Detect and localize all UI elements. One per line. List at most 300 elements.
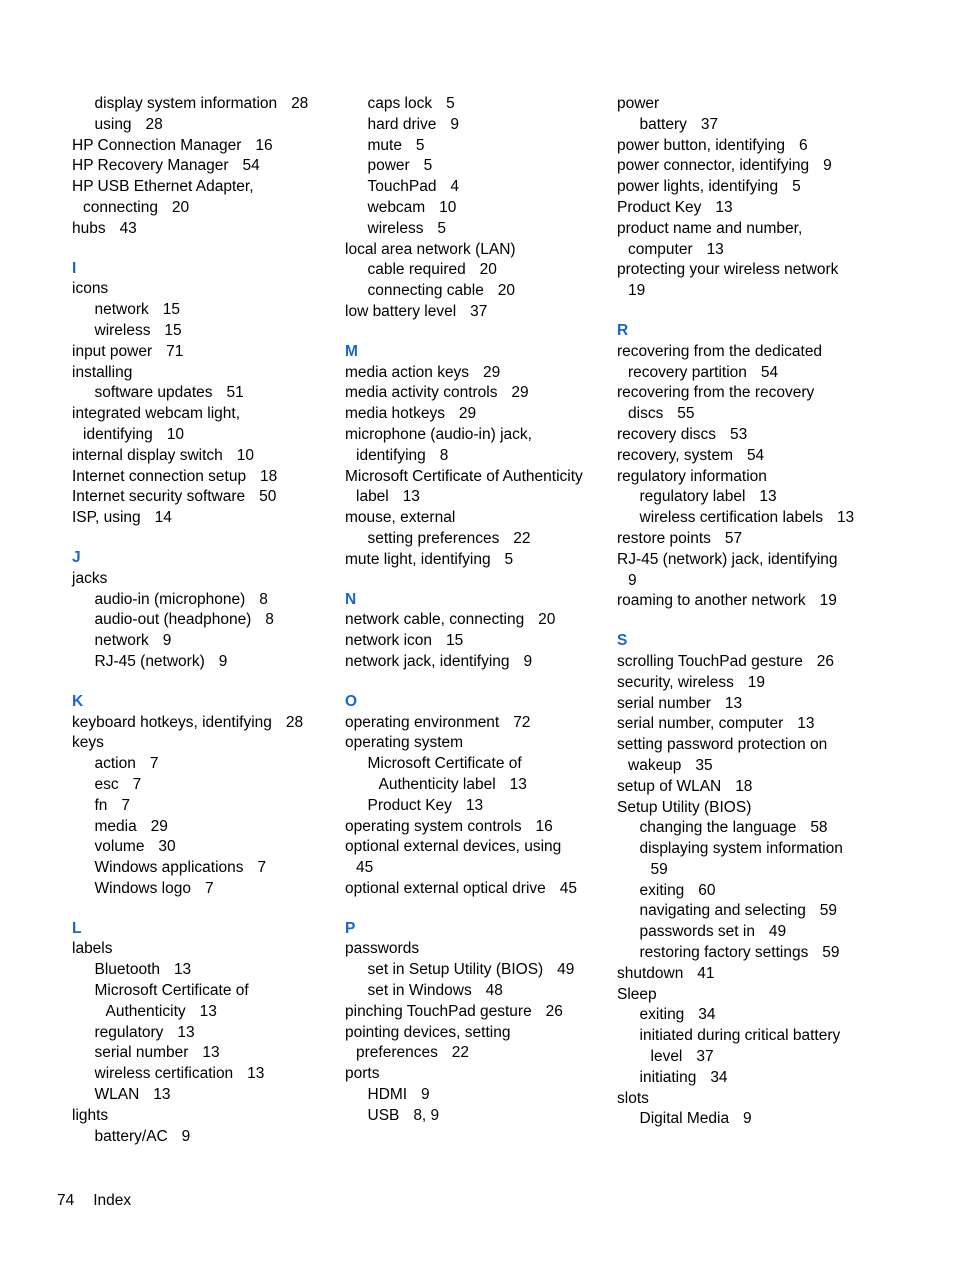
entry-text: Internet connection setup bbox=[72, 467, 247, 485]
page-reference[interactable]: 34 bbox=[710, 1068, 728, 1086]
page-reference[interactable]: 22 bbox=[451, 1044, 470, 1062]
index-subentry bbox=[72, 590, 334, 611]
page-reference[interactable]: 37 bbox=[696, 1048, 714, 1066]
page-reference[interactable]: 7 bbox=[257, 859, 267, 877]
page-reference[interactable]: 48 bbox=[485, 982, 503, 1000]
entry-line bbox=[345, 1043, 607, 1064]
index-entry bbox=[617, 735, 917, 777]
index-subentry bbox=[345, 156, 607, 177]
entry-line bbox=[345, 1023, 607, 1044]
entry-text: ISP, using bbox=[72, 509, 141, 527]
page-reference[interactable]: 49 bbox=[557, 961, 575, 979]
entry-text: USB bbox=[367, 1106, 400, 1124]
page-reference[interactable]: 5 bbox=[415, 136, 425, 154]
entry-text: internal display switch bbox=[72, 446, 223, 464]
entry-line bbox=[617, 735, 917, 756]
entry-text: 9 bbox=[628, 571, 637, 589]
entry-text: cable required bbox=[367, 261, 466, 279]
index-entry bbox=[617, 591, 917, 612]
page-reference[interactable]: 8 bbox=[259, 590, 268, 608]
index-entry bbox=[72, 1106, 334, 1127]
index-subentry bbox=[345, 281, 607, 302]
index-subentry bbox=[617, 115, 917, 136]
page-reference[interactable]: 4 bbox=[450, 178, 460, 196]
entry-text: network bbox=[94, 301, 149, 319]
entry-line bbox=[72, 487, 334, 508]
page-reference[interactable]: 16 bbox=[255, 136, 273, 154]
entry-text: hubs bbox=[72, 219, 106, 237]
page-reference[interactable]: 13 bbox=[177, 1023, 195, 1041]
index-entry bbox=[72, 939, 334, 960]
entry-text: passwords set in bbox=[639, 923, 755, 941]
entry-line bbox=[617, 798, 917, 819]
entry-line bbox=[617, 240, 917, 261]
entry-line bbox=[72, 879, 334, 900]
entry-line bbox=[345, 775, 607, 796]
entry-line bbox=[345, 198, 607, 219]
page-reference[interactable]: 29 bbox=[150, 817, 168, 835]
page-reference[interactable]: 43 bbox=[119, 219, 137, 237]
page-reference[interactable]: 57 bbox=[724, 529, 743, 547]
index-entry bbox=[72, 446, 334, 467]
entry-line bbox=[72, 446, 334, 467]
index-entry bbox=[72, 342, 334, 363]
page-reference[interactable]: 29 bbox=[483, 363, 501, 381]
entry-line bbox=[345, 1085, 607, 1106]
index-entry bbox=[617, 673, 917, 694]
entry-text: scrolling TouchPad gesture bbox=[617, 652, 803, 670]
index-subentry bbox=[72, 879, 334, 900]
entry-text: wireless certification labels bbox=[639, 509, 823, 527]
page-reference[interactable]: 15 bbox=[445, 632, 464, 650]
entry-text: recovering from the recovery bbox=[617, 384, 815, 402]
entry-text: Bluetooth bbox=[94, 961, 160, 979]
page-reference[interactable]: 51 bbox=[226, 384, 244, 402]
page-reference[interactable]: 20 bbox=[171, 198, 190, 216]
entry-line bbox=[617, 673, 917, 694]
entry-text: connecting bbox=[83, 198, 158, 216]
page-reference[interactable]: 29 bbox=[511, 384, 529, 402]
entry-line bbox=[345, 177, 607, 198]
page-reference[interactable]: 13 bbox=[202, 1044, 220, 1062]
entry-text: setup of WLAN bbox=[617, 777, 722, 795]
entry-line bbox=[345, 425, 607, 446]
page-reference[interactable]: 59 bbox=[822, 944, 840, 962]
entry-text: pointing devices, setting bbox=[345, 1023, 511, 1041]
entry-text: preferences bbox=[356, 1044, 438, 1062]
entry-text: slots bbox=[617, 1089, 649, 1107]
index-subentry bbox=[72, 837, 334, 858]
entry-line bbox=[72, 177, 334, 198]
page-reference[interactable]: 34 bbox=[698, 1006, 716, 1024]
page-reference[interactable]: 71 bbox=[166, 342, 184, 360]
page-reference[interactable]: 13 bbox=[724, 694, 743, 712]
entry-line bbox=[72, 713, 334, 734]
entry-text: microphone (audio-in) jack, bbox=[345, 425, 532, 443]
entry-line bbox=[617, 363, 917, 384]
page-reference[interactable]: 13 bbox=[153, 1086, 171, 1104]
index-entry bbox=[72, 363, 334, 384]
page-reference[interactable]: 5 bbox=[423, 157, 433, 175]
index-entry bbox=[617, 383, 917, 425]
entry-line bbox=[72, 342, 334, 363]
entry-line bbox=[617, 1005, 917, 1026]
entry-line bbox=[345, 302, 607, 323]
entry-text: TouchPad bbox=[367, 178, 437, 196]
index-entry bbox=[617, 652, 917, 673]
entry-line bbox=[345, 529, 607, 550]
page-reference[interactable]: 13 bbox=[797, 715, 815, 733]
page-reference[interactable]: 20 bbox=[497, 282, 516, 300]
index-subentry bbox=[345, 796, 607, 817]
index-entry bbox=[72, 508, 334, 529]
index-subentry bbox=[617, 943, 917, 964]
page-reference[interactable]: 58 bbox=[810, 819, 828, 837]
entry-text: using bbox=[94, 115, 132, 133]
index-subentry bbox=[72, 383, 334, 404]
entry-text: battery bbox=[639, 115, 687, 133]
entry-text: recovery, system bbox=[617, 446, 733, 464]
index-subentry bbox=[345, 754, 607, 796]
page-reference[interactable]: 8, 9 bbox=[413, 1106, 440, 1124]
entry-text: network icon bbox=[345, 632, 433, 650]
page-reference[interactable]: 22 bbox=[513, 529, 531, 547]
entry-text: set in Setup Utility (BIOS) bbox=[367, 961, 544, 979]
page-reference[interactable]: 8 bbox=[439, 446, 449, 464]
page-reference[interactable]: 9 bbox=[421, 1086, 430, 1104]
section-letter: S bbox=[617, 632, 628, 650]
entry-line bbox=[345, 363, 607, 384]
index-entry bbox=[617, 550, 917, 592]
entry-line bbox=[617, 508, 917, 529]
index-entry bbox=[72, 219, 334, 240]
entry-line bbox=[345, 383, 607, 404]
page-reference[interactable]: 7 bbox=[204, 879, 214, 897]
entry-text: media activity controls bbox=[345, 384, 498, 402]
index-entry bbox=[72, 713, 334, 734]
entry-text: wireless bbox=[94, 321, 151, 339]
entry-line bbox=[72, 1085, 334, 1106]
entry-text: low battery level bbox=[345, 302, 457, 320]
index-section bbox=[72, 692, 334, 900]
page-reference[interactable]: 13 bbox=[509, 775, 527, 793]
index-section bbox=[345, 919, 607, 1127]
entry-text: Digital Media bbox=[639, 1110, 730, 1128]
page-reference[interactable]: 72 bbox=[513, 713, 531, 731]
page-reference[interactable]: 19 bbox=[819, 592, 837, 610]
section-letter: O bbox=[345, 692, 358, 710]
page-reference[interactable]: 54 bbox=[242, 157, 260, 175]
page-reference[interactable]: 54 bbox=[760, 363, 779, 381]
index-entry bbox=[345, 363, 607, 384]
page-reference[interactable]: 15 bbox=[162, 301, 180, 319]
index-subentry bbox=[72, 631, 334, 652]
index-subentry bbox=[345, 1106, 607, 1127]
entry-line bbox=[72, 94, 334, 115]
page-reference[interactable]: 13 bbox=[199, 1002, 217, 1020]
page-reference[interactable]: 9 bbox=[181, 1127, 191, 1145]
entry-line bbox=[72, 198, 334, 219]
entry-text: wireless certification bbox=[94, 1065, 234, 1083]
index-section bbox=[72, 548, 334, 673]
entry-text: Microsoft Certificate of Authenticity bbox=[345, 467, 583, 485]
page-reference[interactable]: 15 bbox=[164, 321, 182, 339]
entry-text: optional external optical drive bbox=[345, 879, 546, 897]
entry-line bbox=[345, 240, 607, 261]
entry-text: level bbox=[650, 1048, 683, 1066]
entry-line bbox=[345, 281, 607, 302]
entry-text: Product Key bbox=[617, 198, 702, 216]
entry-line bbox=[617, 219, 917, 240]
section-letter: I bbox=[72, 259, 77, 277]
index-column-3 bbox=[617, 94, 917, 1130]
entry-text: wakeup bbox=[628, 756, 682, 774]
entry-text: changing the language bbox=[639, 819, 797, 837]
section-letter: L bbox=[72, 919, 82, 937]
entry-line bbox=[72, 156, 334, 177]
page-reference[interactable]: 41 bbox=[697, 964, 715, 982]
index-entry bbox=[617, 342, 917, 384]
entry-text: Windows logo bbox=[94, 879, 191, 897]
entry-line bbox=[617, 281, 917, 302]
page-reference[interactable]: 13 bbox=[402, 488, 420, 506]
entry-line bbox=[72, 960, 334, 981]
entry-line bbox=[345, 652, 607, 673]
entry-line bbox=[72, 219, 334, 240]
index-entry bbox=[345, 817, 607, 838]
index-subentry bbox=[72, 981, 334, 1023]
page-reference[interactable]: 20 bbox=[479, 261, 497, 279]
page-reference[interactable]: 13 bbox=[247, 1065, 265, 1083]
footer-label: Index bbox=[93, 1192, 132, 1209]
entry-line bbox=[345, 1002, 607, 1023]
page-reference[interactable]: 9 bbox=[823, 157, 832, 175]
index-subentry bbox=[345, 177, 607, 198]
entry-line bbox=[72, 631, 334, 652]
index-entry bbox=[617, 777, 917, 798]
entry-text: optional external devices, using bbox=[345, 838, 562, 856]
entry-line bbox=[345, 446, 607, 467]
page-reference[interactable]: 5 bbox=[792, 178, 801, 196]
page-reference[interactable]: 28 bbox=[145, 115, 163, 133]
entry-text: shutdown bbox=[617, 964, 684, 982]
page-reference[interactable]: 18 bbox=[260, 467, 278, 485]
index-entry bbox=[345, 383, 607, 404]
page-reference[interactable]: 20 bbox=[538, 611, 556, 629]
entry-text: Product Key bbox=[367, 796, 452, 814]
page-reference[interactable]: 13 bbox=[706, 240, 724, 258]
entry-line bbox=[617, 467, 917, 488]
section-letter: M bbox=[345, 342, 358, 360]
entry-text: Sleep bbox=[617, 985, 657, 1003]
entry-line bbox=[617, 342, 917, 363]
page-reference[interactable]: 13 bbox=[836, 509, 855, 527]
entry-line bbox=[617, 115, 917, 136]
page-reference[interactable]: 13 bbox=[759, 488, 777, 506]
index-entry bbox=[617, 529, 917, 550]
index-entry bbox=[345, 713, 607, 734]
index-entry bbox=[345, 425, 607, 467]
index-entry bbox=[617, 198, 917, 219]
entry-line bbox=[617, 1109, 917, 1130]
entry-line bbox=[72, 115, 334, 136]
entry-line bbox=[345, 467, 607, 488]
entry-text: 59 bbox=[650, 860, 668, 878]
index-subentry bbox=[617, 1026, 917, 1068]
index-entry bbox=[617, 1089, 917, 1110]
index-entry bbox=[345, 733, 607, 754]
page-reference[interactable]: 37 bbox=[470, 302, 488, 320]
page-reference[interactable]: 60 bbox=[698, 881, 716, 899]
page-reference[interactable]: 7 bbox=[149, 755, 159, 773]
page-reference[interactable]: 55 bbox=[677, 405, 695, 423]
entry-line bbox=[345, 960, 607, 981]
index-section bbox=[72, 94, 334, 240]
page-reference[interactable]: 7 bbox=[121, 796, 130, 814]
index-subentry bbox=[617, 922, 917, 943]
page-reference[interactable]: 7 bbox=[132, 775, 142, 793]
page-reference[interactable]: 9 bbox=[162, 632, 172, 650]
page-reference[interactable]: 26 bbox=[816, 652, 835, 670]
entry-line bbox=[345, 858, 607, 879]
page-reference[interactable]: 28 bbox=[291, 95, 309, 112]
page-reference[interactable]: 6 bbox=[798, 136, 808, 154]
index-subentry bbox=[617, 901, 917, 922]
page-reference[interactable]: 59 bbox=[819, 902, 838, 920]
entry-text: local area network (LAN) bbox=[345, 240, 516, 258]
page-reference[interactable]: 35 bbox=[695, 756, 713, 774]
index-entry bbox=[345, 1064, 607, 1085]
entry-line bbox=[617, 425, 917, 446]
entry-line bbox=[617, 964, 917, 985]
page-reference[interactable]: 45 bbox=[559, 879, 577, 897]
entry-text: caps lock bbox=[367, 95, 433, 112]
entry-line bbox=[72, 754, 334, 775]
page-reference[interactable]: 37 bbox=[700, 115, 719, 133]
entry-text: pinching TouchPad gesture bbox=[345, 1002, 532, 1020]
index-entry bbox=[617, 714, 917, 735]
page-reference[interactable]: 9 bbox=[743, 1110, 752, 1128]
entry-line bbox=[617, 777, 917, 798]
page-reference[interactable]: 5 bbox=[446, 95, 455, 112]
page-reference[interactable]: 13 bbox=[465, 796, 484, 814]
entry-line bbox=[345, 508, 607, 529]
entry-line bbox=[617, 591, 917, 612]
page-reference[interactable]: 50 bbox=[259, 488, 277, 506]
page-reference[interactable]: 28 bbox=[285, 713, 304, 731]
entry-line bbox=[617, 881, 917, 902]
entry-text: network bbox=[94, 632, 149, 650]
entry-text: setting password protection on bbox=[617, 736, 828, 754]
index-subentry bbox=[72, 652, 334, 673]
entry-line bbox=[345, 487, 607, 508]
entry-line bbox=[617, 756, 917, 777]
index-entry bbox=[345, 879, 607, 900]
entry-text: WLAN bbox=[94, 1086, 140, 1104]
index-entry bbox=[617, 467, 917, 488]
entry-line bbox=[72, 939, 334, 960]
entry-line bbox=[617, 529, 917, 550]
page-reference[interactable]: 5 bbox=[437, 219, 447, 237]
entry-text: navigating and selecting bbox=[639, 902, 806, 920]
index-entry bbox=[345, 302, 607, 323]
page-reference[interactable]: 9 bbox=[218, 652, 228, 670]
entry-line bbox=[72, 652, 334, 673]
index-subentry bbox=[345, 260, 607, 281]
entry-line bbox=[345, 610, 607, 631]
page-reference[interactable]: 10 bbox=[166, 425, 184, 443]
page-reference[interactable]: 26 bbox=[545, 1002, 563, 1020]
entry-text: Authenticity label bbox=[378, 775, 496, 793]
entry-line bbox=[617, 260, 917, 281]
index-subentry bbox=[345, 960, 607, 981]
page-reference[interactable]: 16 bbox=[535, 817, 553, 835]
entry-text: passwords bbox=[345, 940, 420, 958]
page-reference[interactable]: 10 bbox=[236, 446, 254, 464]
page-reference[interactable]: 9 bbox=[450, 115, 459, 133]
page-reference[interactable]: 49 bbox=[768, 923, 787, 941]
entry-line bbox=[345, 733, 607, 754]
index-entry bbox=[72, 733, 334, 754]
page-reference[interactable]: 30 bbox=[158, 838, 176, 856]
entry-line bbox=[72, 467, 334, 488]
entry-line bbox=[345, 879, 607, 900]
entry-line bbox=[72, 383, 334, 404]
index-subentry bbox=[72, 1085, 334, 1106]
index-subentry bbox=[617, 1109, 917, 1130]
page-reference[interactable]: 8 bbox=[265, 611, 274, 629]
entry-text: regulatory bbox=[94, 1023, 164, 1041]
entry-line bbox=[345, 94, 607, 115]
page-reference[interactable]: 54 bbox=[746, 446, 765, 464]
entry-text: display system information bbox=[94, 95, 278, 112]
page-reference[interactable]: 10 bbox=[439, 198, 457, 216]
entry-line bbox=[72, 136, 334, 157]
entry-text: identifying bbox=[356, 446, 426, 464]
page-reference[interactable]: 14 bbox=[154, 509, 172, 527]
entry-text: Internet security software bbox=[72, 488, 246, 506]
entry-text: regulatory label bbox=[639, 488, 746, 506]
page-reference[interactable]: 13 bbox=[173, 961, 192, 979]
index-subentry bbox=[345, 981, 607, 1002]
entry-text: HDMI bbox=[367, 1086, 408, 1104]
entry-line bbox=[72, 279, 334, 300]
page-reference[interactable]: 29 bbox=[458, 405, 477, 423]
entry-line bbox=[617, 1047, 917, 1068]
entry-line bbox=[617, 1089, 917, 1110]
entry-line bbox=[345, 219, 607, 240]
entry-line bbox=[617, 714, 917, 735]
page-reference[interactable]: 53 bbox=[730, 425, 748, 443]
entry-text: jacks bbox=[72, 569, 108, 587]
index-subentry bbox=[617, 508, 917, 529]
entry-line bbox=[72, 569, 334, 590]
entry-text: media hotkeys bbox=[345, 405, 445, 423]
index-subentry bbox=[72, 321, 334, 342]
index-column-1 bbox=[72, 94, 334, 1147]
page-reference[interactable]: 13 bbox=[715, 198, 733, 216]
entry-line bbox=[345, 981, 607, 1002]
page-reference[interactable]: 9 bbox=[523, 652, 533, 670]
entry-text: icons bbox=[72, 280, 109, 298]
entry-line bbox=[72, 321, 334, 342]
index-subentry bbox=[617, 1068, 917, 1089]
page-reference[interactable]: 19 bbox=[747, 673, 766, 691]
page-reference[interactable]: 5 bbox=[504, 550, 514, 568]
entry-text: operating system bbox=[345, 734, 464, 752]
entry-line bbox=[72, 590, 334, 611]
page-reference[interactable]: 18 bbox=[735, 777, 753, 795]
